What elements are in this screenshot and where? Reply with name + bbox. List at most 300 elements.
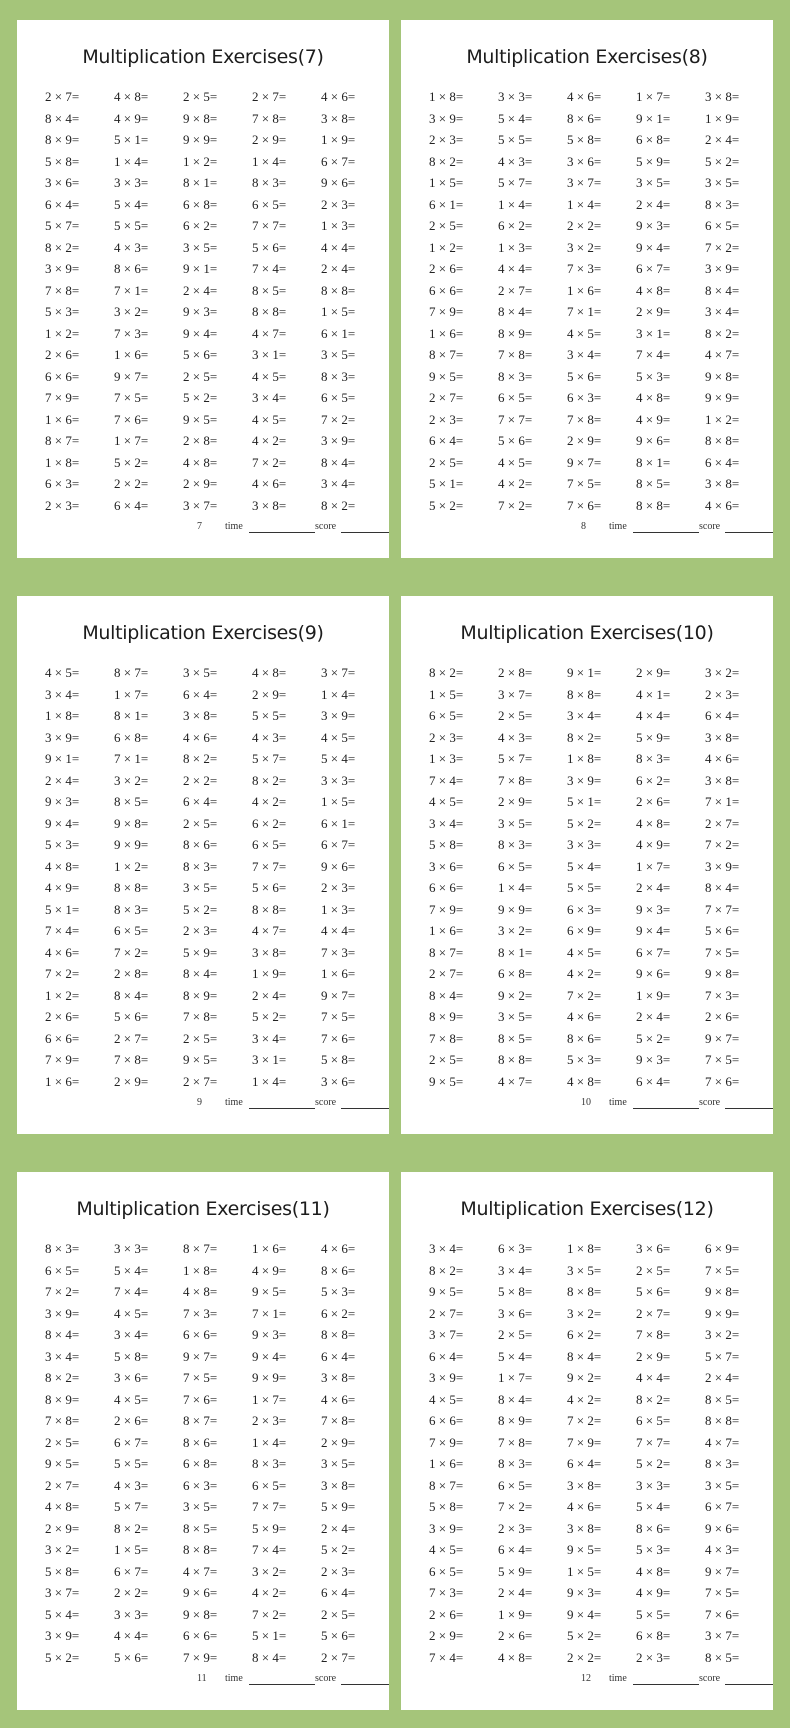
multiplication-problem: 5 × 8= xyxy=(429,837,464,852)
multiplication-problem: 5 × 1= xyxy=(252,1628,287,1643)
multiplication-problem: 4 × 7= xyxy=(183,1563,218,1579)
multiplication-problem: 4 × 2= xyxy=(252,794,287,809)
multiplication-problem: 1 × 4= xyxy=(321,686,356,702)
multiplication-problem: 3 × 6= xyxy=(45,175,80,190)
multiplication-problem: 7 × 6= xyxy=(705,1606,740,1622)
multiplication-problem: 6 × 4= xyxy=(45,196,80,212)
multiplication-problem: 2 × 3= xyxy=(429,132,464,147)
multiplication-problem: 1 × 2= xyxy=(705,411,740,427)
multiplication-problem: 5 × 6= xyxy=(252,239,287,255)
multiplication-problem: 8 × 7= xyxy=(45,433,80,448)
multiplication-problem: 1 × 7= xyxy=(498,1370,533,1385)
multiplication-problem: 8 × 5= xyxy=(705,1649,740,1665)
multiplication-problem: 5 × 6= xyxy=(114,1009,149,1024)
problem-grid xyxy=(41,86,381,516)
multiplication-problem: 9 × 2= xyxy=(567,1370,602,1385)
multiplication-problem: 9 × 4= xyxy=(252,1348,287,1364)
multiplication-problem: 5 × 6= xyxy=(183,347,218,362)
multiplication-problem: 6 × 5= xyxy=(498,390,533,405)
multiplication-problem: 2 × 5= xyxy=(636,1262,671,1278)
multiplication-problem: 6 × 2= xyxy=(636,772,671,788)
multiplication-problem: 7 × 3= xyxy=(705,987,740,1003)
worksheet-title: Multiplication Exercises(9) xyxy=(82,622,324,644)
multiplication-problem: 6 × 4= xyxy=(183,686,218,702)
multiplication-problem: 2 × 7= xyxy=(45,89,80,104)
problem-grid xyxy=(41,1238,381,1668)
multiplication-problem: 3 × 7= xyxy=(705,1628,740,1643)
multiplication-problem: 9 × 4= xyxy=(183,325,218,341)
multiplication-problem: 8 × 7= xyxy=(114,665,149,680)
multiplication-problem: 3 × 3= xyxy=(567,837,602,852)
multiplication-problem: 8 × 3= xyxy=(636,751,671,766)
multiplication-problem: 8 × 8= xyxy=(705,1413,740,1428)
multiplication-problem: 7 × 5= xyxy=(183,1370,218,1385)
multiplication-problem: 7 × 7= xyxy=(252,218,287,233)
multiplication-problem: 2 × 7= xyxy=(636,1305,671,1321)
multiplication-problem: 7 × 5= xyxy=(705,1052,740,1067)
multiplication-problem: 5 × 8= xyxy=(114,1348,149,1364)
multiplication-problem: 4 × 9= xyxy=(636,411,671,427)
multiplication-problem: 8 × 3= xyxy=(705,1456,740,1471)
multiplication-problem: 5 × 4= xyxy=(45,1606,80,1622)
multiplication-problem: 4 × 6= xyxy=(321,89,356,104)
multiplication-problem: 7 × 1= xyxy=(114,282,149,298)
multiplication-problem: 9 × 6= xyxy=(321,175,356,190)
multiplication-problem: 8 × 8= xyxy=(321,1327,356,1342)
multiplication-problem: 4 × 5= xyxy=(498,454,533,470)
multiplication-problem: 6 × 4= xyxy=(705,454,740,470)
multiplication-problem: 2 × 5= xyxy=(183,368,218,384)
multiplication-problem: 5 × 9= xyxy=(321,1499,356,1514)
multiplication-problem: 4 × 4= xyxy=(114,1628,149,1643)
multiplication-problem: 1 × 6= xyxy=(429,923,464,938)
multiplication-problem: 5 × 3= xyxy=(45,837,80,852)
multiplication-problem: 9 × 6= xyxy=(636,966,671,981)
multiplication-problem: 1 × 7= xyxy=(252,1391,287,1407)
multiplication-problem: 2 × 9= xyxy=(45,1520,80,1536)
multiplication-problem: 3 × 9= xyxy=(45,1628,80,1643)
multiplication-problem: 3 × 7= xyxy=(321,665,356,680)
multiplication-problem: 5 × 4= xyxy=(114,196,149,212)
multiplication-problem: 3 × 4= xyxy=(45,686,80,702)
multiplication-problem: 5 × 2= xyxy=(567,1628,602,1643)
multiplication-problem: 2 × 9= xyxy=(114,1073,149,1089)
multiplication-problem: 6 × 6= xyxy=(429,880,464,895)
multiplication-problem: 8 × 6= xyxy=(567,110,602,126)
multiplication-problem: 6 × 7= xyxy=(114,1434,149,1450)
multiplication-problem: 4 × 5= xyxy=(114,1305,149,1321)
multiplication-problem: 3 × 8= xyxy=(321,1370,356,1385)
multiplication-problem: 3 × 9= xyxy=(705,858,740,874)
multiplication-problem: 4 × 9= xyxy=(252,1262,287,1278)
score-blank xyxy=(725,1108,773,1109)
multiplication-problem: 9 × 8= xyxy=(705,966,740,981)
multiplication-problem: 3 × 9= xyxy=(45,729,80,745)
multiplication-problem: 7 × 2= xyxy=(321,411,356,427)
multiplication-problem: 3 × 4= xyxy=(429,1241,464,1256)
multiplication-problem: 4 × 4= xyxy=(498,261,533,276)
multiplication-problem: 6 × 4= xyxy=(567,1456,602,1471)
multiplication-problem: 8 × 6= xyxy=(636,1520,671,1536)
multiplication-problem: 2 × 7= xyxy=(252,89,287,104)
multiplication-problem: 2 × 6= xyxy=(45,347,80,362)
multiplication-problem: 8 × 6= xyxy=(183,837,218,852)
multiplication-problem: 3 × 5= xyxy=(636,175,671,190)
multiplication-problem: 4 × 5= xyxy=(429,1542,464,1557)
multiplication-problem: 6 × 2= xyxy=(567,1327,602,1342)
multiplication-problem: 4 × 7= xyxy=(252,325,287,341)
multiplication-problem: 5 × 2= xyxy=(114,454,149,470)
multiplication-problem: 2 × 5= xyxy=(498,708,533,723)
multiplication-problem: 5 × 7= xyxy=(45,218,80,233)
multiplication-problem: 3 × 4= xyxy=(705,304,740,319)
multiplication-problem: 8 × 8= xyxy=(567,686,602,702)
multiplication-problem: 8 × 4= xyxy=(498,1391,533,1407)
multiplication-problem: 7 × 3= xyxy=(429,1585,464,1600)
multiplication-problem: 4 × 9= xyxy=(636,1585,671,1600)
multiplication-problem: 2 × 9= xyxy=(429,1628,464,1643)
multiplication-problem: 7 × 4= xyxy=(429,772,464,788)
multiplication-problem: 3 × 2= xyxy=(498,923,533,938)
multiplication-problem: 4 × 6= xyxy=(567,1009,602,1024)
multiplication-problem: 2 × 5= xyxy=(321,1606,356,1622)
multiplication-problem: 5 × 2= xyxy=(636,1030,671,1046)
multiplication-problem: 8 × 2= xyxy=(429,665,464,680)
multiplication-problem: 4 × 5= xyxy=(429,1391,464,1407)
multiplication-problem: 1 × 5= xyxy=(321,794,356,809)
multiplication-problem: 2 × 5= xyxy=(429,1052,464,1067)
multiplication-problem: 5 × 5= xyxy=(636,1606,671,1622)
multiplication-problem: 8 × 3= xyxy=(183,858,218,874)
multiplication-problem: 4 × 6= xyxy=(705,751,740,766)
multiplication-problem: 8 × 4= xyxy=(429,987,464,1003)
multiplication-problem: 1 × 5= xyxy=(321,304,356,319)
multiplication-problem: 2 × 9= xyxy=(636,1348,671,1364)
multiplication-problem: 8 × 3= xyxy=(114,901,149,917)
multiplication-problem: 3 × 2= xyxy=(252,1563,287,1579)
multiplication-problem: 9 × 9= xyxy=(705,1305,740,1321)
multiplication-problem: 8 × 6= xyxy=(321,1262,356,1278)
multiplication-problem: 8 × 7= xyxy=(183,1413,218,1428)
multiplication-problem: 8 × 8= xyxy=(498,1052,533,1067)
multiplication-problem: 3 × 8= xyxy=(567,1477,602,1493)
multiplication-problem: 5 × 2= xyxy=(636,1456,671,1471)
multiplication-problem: 6 × 4= xyxy=(321,1585,356,1600)
multiplication-problem: 1 × 8= xyxy=(45,708,80,723)
multiplication-problem: 9 × 3= xyxy=(45,794,80,809)
multiplication-problem: 3 × 4= xyxy=(429,815,464,831)
multiplication-problem: 7 × 8= xyxy=(183,1009,218,1024)
multiplication-problem: 8 × 8= xyxy=(705,433,740,448)
multiplication-problem: 2 × 3= xyxy=(321,880,356,895)
multiplication-problem: 5 × 1= xyxy=(429,476,464,491)
multiplication-problem: 8 × 2= xyxy=(45,239,80,255)
multiplication-problem: 3 × 6= xyxy=(429,858,464,874)
multiplication-problem: 9 × 5= xyxy=(429,1073,464,1089)
multiplication-problem: 2 × 9= xyxy=(636,304,671,319)
multiplication-problem: 9 × 5= xyxy=(183,411,218,427)
multiplication-problem: 7 × 2= xyxy=(567,987,602,1003)
multiplication-problem: 8 × 9= xyxy=(429,1009,464,1024)
multiplication-problem: 9 × 4= xyxy=(567,1606,602,1622)
multiplication-problem: 1 × 3= xyxy=(429,751,464,766)
multiplication-problem: 9 × 5= xyxy=(567,1542,602,1557)
multiplication-problem: 4 × 1= xyxy=(636,686,671,702)
time-blank xyxy=(249,532,315,533)
multiplication-problem: 5 × 3= xyxy=(321,1284,356,1299)
multiplication-problem: 5 × 9= xyxy=(252,1520,287,1536)
multiplication-problem: 6 × 5= xyxy=(252,837,287,852)
multiplication-problem: 4 × 8= xyxy=(498,1649,533,1665)
multiplication-problem: 4 × 5= xyxy=(252,368,287,384)
multiplication-problem: 8 × 5= xyxy=(498,1030,533,1046)
multiplication-problem: 8 × 3= xyxy=(498,1456,533,1471)
multiplication-problem: 9 × 2= xyxy=(498,987,533,1003)
multiplication-problem: 4 × 8= xyxy=(45,858,80,874)
multiplication-problem: 7 × 8= xyxy=(45,282,80,298)
multiplication-problem: 1 × 4= xyxy=(252,1434,287,1450)
multiplication-problem: 6 × 8= xyxy=(183,196,218,212)
multiplication-problem: 3 × 2= xyxy=(705,1327,740,1342)
worksheet-title: Multiplication Exercises(12) xyxy=(460,1198,714,1220)
multiplication-problem: 2 × 4= xyxy=(705,132,740,147)
multiplication-problem: 6 × 6= xyxy=(183,1628,218,1643)
multiplication-problem: 8 × 3= xyxy=(252,1456,287,1471)
multiplication-problem: 9 × 5= xyxy=(183,1052,218,1067)
multiplication-problem: 7 × 3= xyxy=(183,1305,218,1321)
multiplication-problem: 7 × 7= xyxy=(636,1434,671,1450)
multiplication-problem: 7 × 3= xyxy=(567,261,602,276)
multiplication-problem: 1 × 8= xyxy=(567,1241,602,1256)
multiplication-problem: 4 × 6= xyxy=(321,1241,356,1256)
multiplication-problem: 6 × 5= xyxy=(252,1477,287,1493)
multiplication-problem: 7 × 3= xyxy=(114,325,149,341)
multiplication-problem: 5 × 9= xyxy=(183,944,218,960)
multiplication-problem: 9 × 9= xyxy=(705,390,740,405)
worksheet-page xyxy=(401,596,773,1134)
multiplication-problem: 2 × 8= xyxy=(498,665,533,680)
multiplication-problem: 5 × 9= xyxy=(636,729,671,745)
multiplication-problem: 7 × 4= xyxy=(252,1542,287,1557)
multiplication-problem: 7 × 8= xyxy=(498,347,533,362)
multiplication-problem: 9 × 6= xyxy=(636,433,671,448)
multiplication-problem: 6 × 5= xyxy=(498,858,533,874)
multiplication-problem: 2 × 7= xyxy=(429,966,464,981)
multiplication-problem: 5 × 2= xyxy=(321,1542,356,1557)
multiplication-problem: 1 × 9= xyxy=(498,1606,533,1622)
multiplication-problem: 3 × 1= xyxy=(252,347,287,362)
score-label: score xyxy=(315,1097,337,1108)
multiplication-problem: 6 × 5= xyxy=(498,1477,533,1493)
multiplication-problem: 7 × 8= xyxy=(429,1030,464,1046)
worksheet-page xyxy=(17,1172,389,1710)
multiplication-problem: 3 × 9= xyxy=(429,110,464,126)
multiplication-problem: 6 × 5= xyxy=(45,1262,80,1278)
multiplication-problem: 7 × 8= xyxy=(498,772,533,788)
multiplication-problem: 3 × 5= xyxy=(183,665,218,680)
multiplication-problem: 6 × 3= xyxy=(183,1477,218,1493)
multiplication-problem: 3 × 2= xyxy=(114,772,149,788)
multiplication-problem: 5 × 5= xyxy=(498,132,533,147)
multiplication-problem: 2 × 8= xyxy=(114,966,149,981)
multiplication-problem: 3 × 3= xyxy=(114,1606,149,1622)
multiplication-problem: 5 × 6= xyxy=(636,1284,671,1299)
multiplication-problem: 3 × 8= xyxy=(321,110,356,126)
multiplication-problem: 4 × 7= xyxy=(705,1434,740,1450)
multiplication-problem: 3 × 5= xyxy=(321,347,356,362)
multiplication-problem: 3 × 2= xyxy=(567,1305,602,1321)
multiplication-problem: 3 × 8= xyxy=(705,772,740,788)
multiplication-problem: 5 × 1= xyxy=(567,794,602,809)
multiplication-problem: 9 × 4= xyxy=(636,239,671,255)
multiplication-problem: 7 × 5= xyxy=(705,1585,740,1600)
time-blank xyxy=(633,1684,699,1685)
multiplication-problem: 4 × 2= xyxy=(252,1585,287,1600)
multiplication-problem: 5 × 1= xyxy=(45,901,80,917)
multiplication-problem: 9 × 5= xyxy=(252,1284,287,1299)
multiplication-problem: 5 × 5= xyxy=(114,1456,149,1471)
multiplication-problem: 6 × 7= xyxy=(321,153,356,169)
multiplication-problem: 3 × 3= xyxy=(636,1477,671,1493)
multiplication-problem: 7 × 2= xyxy=(114,944,149,960)
multiplication-problem: 7 × 5= xyxy=(705,1262,740,1278)
worksheet-footer xyxy=(17,1097,389,1113)
multiplication-problem: 4 × 5= xyxy=(429,794,464,809)
multiplication-problem: 5 × 5= xyxy=(252,708,287,723)
multiplication-problem: 3 × 1= xyxy=(252,1052,287,1067)
multiplication-problem: 6 × 5= xyxy=(705,218,740,233)
multiplication-problem: 7 × 9= xyxy=(45,1052,80,1067)
multiplication-problem: 2 × 6= xyxy=(498,1628,533,1643)
page-number: 10 xyxy=(581,1097,591,1108)
multiplication-problem: 9 × 8= xyxy=(114,815,149,831)
multiplication-problem: 2 × 3= xyxy=(252,1413,287,1428)
multiplication-problem: 1 × 9= xyxy=(705,110,740,126)
multiplication-problem: 3 × 8= xyxy=(567,1520,602,1536)
multiplication-problem: 7 × 8= xyxy=(636,1327,671,1342)
multiplication-problem: 1 × 4= xyxy=(252,153,287,169)
multiplication-problem: 2 × 9= xyxy=(636,665,671,680)
time-label: time xyxy=(225,521,243,532)
multiplication-problem: 6 × 3= xyxy=(498,1241,533,1256)
multiplication-problem: 4 × 8= xyxy=(183,454,218,470)
multiplication-problem: 7 × 8= xyxy=(567,411,602,427)
multiplication-problem: 8 × 2= xyxy=(252,772,287,788)
multiplication-problem: 4 × 6= xyxy=(183,729,218,745)
multiplication-problem: 8 × 8= xyxy=(567,1284,602,1299)
time-blank xyxy=(633,1108,699,1109)
multiplication-problem: 8 × 5= xyxy=(114,794,149,809)
multiplication-problem: 9 × 3= xyxy=(636,218,671,233)
multiplication-problem: 1 × 8= xyxy=(429,89,464,104)
multiplication-problem: 6 × 8= xyxy=(498,966,533,981)
multiplication-problem: 5 × 2= xyxy=(45,1649,80,1665)
score-blank xyxy=(341,1108,389,1109)
multiplication-problem: 7 × 4= xyxy=(252,261,287,276)
multiplication-problem: 6 × 6= xyxy=(429,1413,464,1428)
multiplication-problem: 3 × 7= xyxy=(183,497,218,513)
multiplication-problem: 3 × 6= xyxy=(321,1073,356,1089)
multiplication-problem: 1 × 9= xyxy=(252,966,287,981)
multiplication-problem: 9 × 7= xyxy=(567,454,602,470)
multiplication-problem: 1 × 4= xyxy=(498,880,533,895)
multiplication-problem: 9 × 8= xyxy=(705,1284,740,1299)
multiplication-problem: 2 × 4= xyxy=(498,1585,533,1600)
multiplication-problem: 9 × 7= xyxy=(705,1563,740,1579)
multiplication-problem: 8 × 4= xyxy=(705,880,740,895)
multiplication-problem: 8 × 5= xyxy=(183,1520,218,1536)
multiplication-problem: 7 × 3= xyxy=(321,944,356,960)
multiplication-problem: 8 × 2= xyxy=(636,1391,671,1407)
multiplication-problem: 8 × 1= xyxy=(498,944,533,960)
multiplication-problem: 2 × 2= xyxy=(567,218,602,233)
multiplication-problem: 3 × 5= xyxy=(183,239,218,255)
score-label: score xyxy=(315,521,337,532)
multiplication-problem: 4 × 5= xyxy=(114,1391,149,1407)
multiplication-problem: 7 × 5= xyxy=(705,944,740,960)
multiplication-problem: 8 × 3= xyxy=(321,368,356,384)
multiplication-problem: 6 × 4= xyxy=(636,1073,671,1089)
page-number: 7 xyxy=(197,521,202,532)
multiplication-problem: 8 × 3= xyxy=(498,837,533,852)
multiplication-problem: 2 × 9= xyxy=(498,794,533,809)
multiplication-problem: 8 × 4= xyxy=(45,1327,80,1342)
worksheet-page xyxy=(401,20,773,558)
multiplication-problem: 6 × 1= xyxy=(429,196,464,212)
multiplication-problem: 7 × 1= xyxy=(567,304,602,319)
multiplication-problem: 3 × 8= xyxy=(705,89,740,104)
multiplication-problem: 1 × 2= xyxy=(45,325,80,341)
multiplication-problem: 2 × 5= xyxy=(45,1434,80,1450)
worksheet-footer xyxy=(17,521,389,537)
multiplication-problem: 9 × 8= xyxy=(183,110,218,126)
multiplication-problem: 2 × 5= xyxy=(183,1030,218,1046)
multiplication-problem: 3 × 8= xyxy=(705,476,740,491)
multiplication-problem: 4 × 9= xyxy=(114,110,149,126)
multiplication-problem: 4 × 7= xyxy=(252,923,287,938)
multiplication-problem: 8 × 8= xyxy=(252,901,287,917)
multiplication-problem: 3 × 8= xyxy=(252,944,287,960)
multiplication-problem: 9 × 6= xyxy=(183,1585,218,1600)
multiplication-problem: 8 × 7= xyxy=(183,1241,218,1256)
multiplication-problem: 8 × 3= xyxy=(45,1241,80,1256)
multiplication-problem: 4 × 6= xyxy=(705,497,740,513)
multiplication-problem: 9 × 7= xyxy=(705,1030,740,1046)
multiplication-problem: 9 × 9= xyxy=(252,1370,287,1385)
multiplication-problem: 8 × 2= xyxy=(45,1370,80,1385)
multiplication-problem: 7 × 8= xyxy=(114,1052,149,1067)
multiplication-problem: 6 × 6= xyxy=(45,1030,80,1046)
multiplication-problem: 8 × 9= xyxy=(45,132,80,147)
multiplication-problem: 8 × 2= xyxy=(429,153,464,169)
multiplication-problem: 3 × 9= xyxy=(321,708,356,723)
multiplication-problem: 4 × 5= xyxy=(252,411,287,427)
multiplication-problem: 3 × 8= xyxy=(705,729,740,745)
problem-grid xyxy=(425,1238,765,1668)
multiplication-problem: 5 × 7= xyxy=(252,751,287,766)
multiplication-problem: 8 × 5= xyxy=(252,282,287,298)
multiplication-problem: 3 × 5= xyxy=(321,1456,356,1471)
multiplication-problem: 9 × 1= xyxy=(183,261,218,276)
multiplication-problem: 8 × 7= xyxy=(429,347,464,362)
multiplication-problem: 9 × 3= xyxy=(183,304,218,319)
multiplication-problem: 6 × 6= xyxy=(45,368,80,384)
multiplication-problem: 6 × 4= xyxy=(429,433,464,448)
multiplication-problem: 5 × 8= xyxy=(429,1499,464,1514)
multiplication-problem: 3 × 7= xyxy=(498,686,533,702)
multiplication-problem: 2 × 6= xyxy=(45,1009,80,1024)
multiplication-problem: 7 × 2= xyxy=(705,239,740,255)
